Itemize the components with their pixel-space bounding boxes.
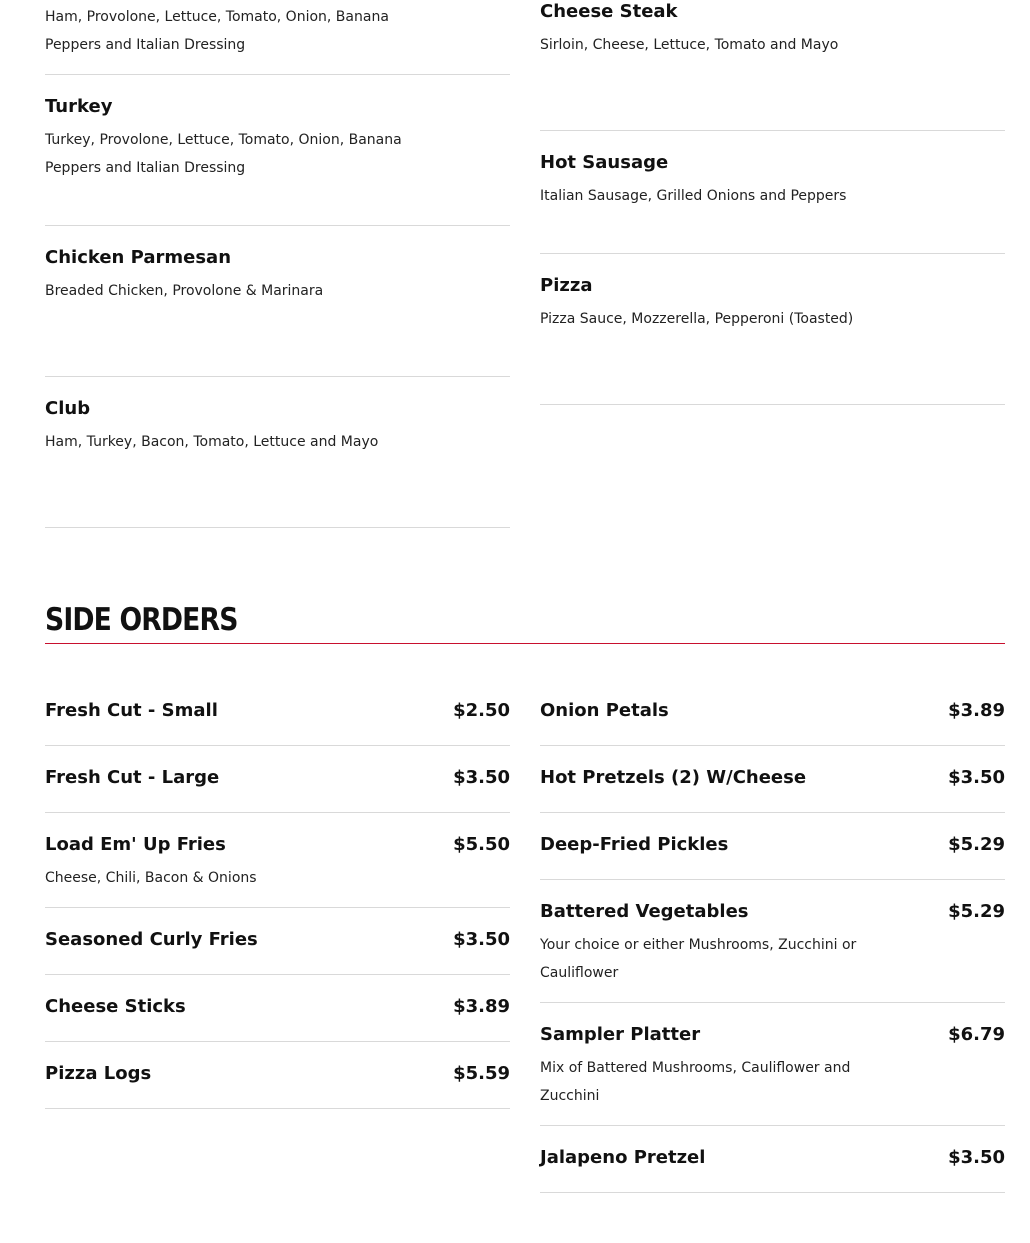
item-description: Your choice or either Mushrooms, Zucchini or Cauliflower [540, 937, 857, 981]
divider [45, 812, 510, 813]
item-price: $3.50 [948, 767, 1005, 788]
section-divider [45, 643, 1005, 644]
divider [45, 1041, 510, 1042]
item-name: Cheese Sticks [45, 996, 186, 1017]
item-price: $3.89 [453, 996, 510, 1017]
item-description: Cheese, Chili, Bacon & Onions [45, 870, 257, 886]
item-name: Load Em' Up Fries [45, 834, 226, 855]
item-description: Mix of Battered Mushrooms, Cauliflower and Zucchini [540, 1060, 851, 1104]
item-description: Ham, Turkey, Bacon, Tomato, Lettuce and Mayo [45, 434, 379, 450]
item-description: Turkey, Provolone, Lettuce, Tomato, Onion, Banana Peppers and Italian Dressing [45, 132, 402, 176]
item-name: Jalapeno Pretzel [540, 1147, 706, 1168]
item-price: $2.50 [453, 700, 510, 721]
divider [45, 74, 510, 75]
section-title: SIDE ORDERS [45, 602, 238, 638]
item-price: $5.29 [948, 834, 1005, 855]
divider [540, 1125, 1005, 1126]
item-name: Battered Vegetables [540, 901, 749, 922]
item-name: Deep-Fried Pickles [540, 834, 729, 855]
item-name: Cheese Steak [540, 1, 678, 22]
item-description: Sirloin, Cheese, Lettuce, Tomato and Mayo [540, 37, 839, 53]
divider [45, 745, 510, 746]
divider [540, 1002, 1005, 1003]
item-name: Fresh Cut - Small [45, 700, 218, 721]
item-price: $6.79 [948, 1024, 1005, 1045]
item-name: Club [45, 398, 91, 419]
item-description: Ham, Provolone, Lettuce, Tomato, Onion, Banana Peppers and Italian Dressing [45, 9, 389, 53]
divider [540, 130, 1005, 131]
divider [540, 879, 1005, 880]
item-description: Italian Sausage, Grilled Onions and Peppers [540, 188, 847, 204]
item-name: Pizza Logs [45, 1063, 152, 1084]
item-price: $3.50 [453, 767, 510, 788]
item-name: Seasoned Curly Fries [45, 929, 258, 950]
item-name: Hot Sausage [540, 152, 669, 173]
item-name: Chicken Parmesan [45, 247, 232, 268]
divider [45, 974, 510, 975]
item-description: Breaded Chicken, Provolone & Marinara [45, 283, 324, 299]
divider [45, 907, 510, 908]
item-price: $5.50 [453, 834, 510, 855]
divider [45, 225, 510, 226]
divider [540, 812, 1005, 813]
item-name: Turkey [45, 96, 113, 117]
divider [540, 745, 1005, 746]
item-name: Hot Pretzels (2) W/Cheese [540, 767, 807, 788]
item-price: $3.50 [453, 929, 510, 950]
item-price: $3.89 [948, 700, 1005, 721]
item-name: Fresh Cut - Large [45, 767, 220, 788]
item-description: Pizza Sauce, Mozzerella, Pepperoni (Toasted) [540, 311, 854, 327]
divider [540, 404, 1005, 405]
item-name: Sampler Platter [540, 1024, 701, 1045]
divider [45, 376, 510, 377]
divider [45, 1108, 510, 1109]
item-price: $5.29 [948, 901, 1005, 922]
item-name: Onion Petals [540, 700, 669, 721]
item-name: Pizza [540, 275, 593, 296]
item-price: $3.50 [948, 1147, 1005, 1168]
divider [540, 253, 1005, 254]
divider [45, 527, 510, 528]
item-price: $5.59 [453, 1063, 510, 1084]
divider [540, 1192, 1005, 1193]
